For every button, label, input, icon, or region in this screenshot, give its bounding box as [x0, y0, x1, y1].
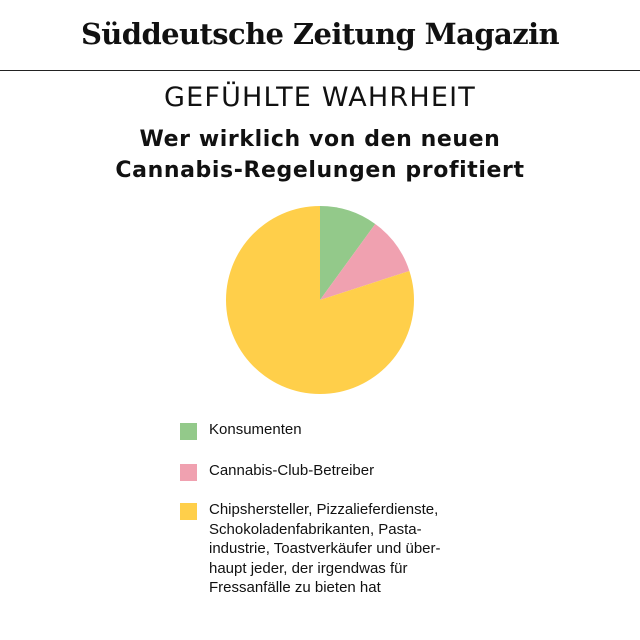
kicker: GEFÜHLTE WAHRHEIT	[163, 82, 476, 113]
masthead	[0, 0, 640, 70]
masthead-divider	[0, 70, 640, 71]
legend-swatch-konsumenten	[180, 423, 197, 440]
headline-line-1: Wer wirklich von den neuen	[139, 127, 501, 152]
masthead-logo[interactable]: Süddeutsche Zeitung Magazin	[80, 17, 560, 51]
headline-line-2: Cannabis-Regelungen profitiert	[115, 158, 525, 183]
legend-label-fressanfaelle: Chipshersteller, Pizzalieferdienste, Schokoladenfabrikanten, Pasta- industrie, Toastverkäufer und über- haupt jeder, der irgendwas für Fressanfälle zu bieten hat	[209, 501, 441, 596]
pie-chart	[220, 200, 420, 400]
legend-label-konsumenten: Konsumenten	[209, 421, 302, 438]
legend-swatch-club-betreiber	[180, 464, 197, 481]
headline	[0, 124, 640, 186]
legend-swatch-fressanfaelle	[180, 503, 197, 520]
legend-label-club-betreiber: Cannabis-Club-Betreiber	[209, 462, 375, 479]
